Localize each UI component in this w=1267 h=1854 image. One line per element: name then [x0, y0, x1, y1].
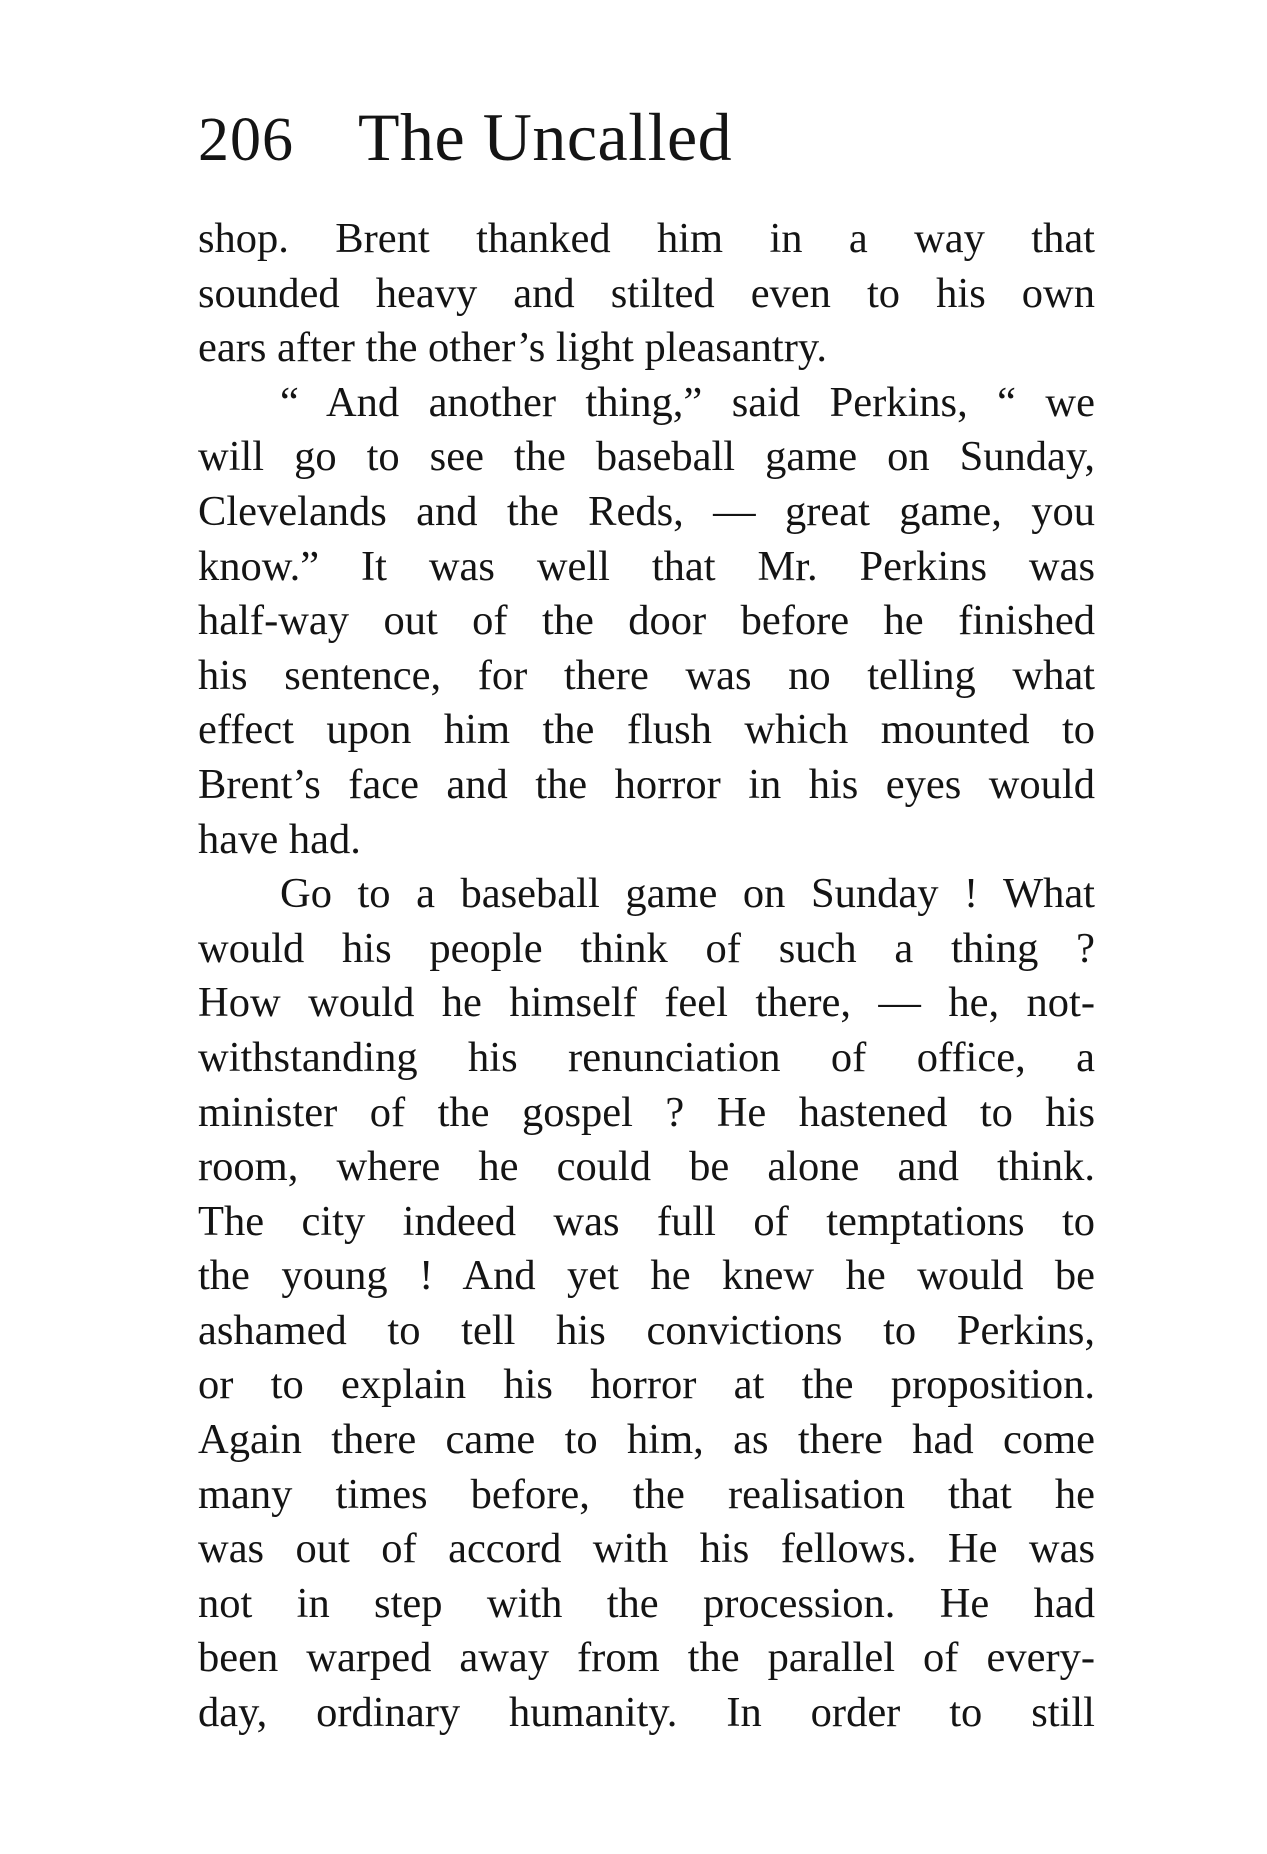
text-line: How would he himself feel there, — he, not-	[198, 979, 1095, 1027]
text-line: “ And another thing,” said Perkins, “ we	[280, 378, 1095, 426]
text-line: his sentence, for there was no telling what	[198, 651, 1095, 699]
text-line: many times before, the realisation that he	[198, 1470, 1095, 1518]
text-line: Go to a baseball game on Sunday ! What	[280, 870, 1095, 918]
text-line: was out of accord with his fellows. He was	[198, 1525, 1095, 1573]
text-line: The city indeed was full of temptations to	[198, 1197, 1095, 1245]
text-line: half-way out of the door before he finished	[198, 597, 1095, 645]
text-line: day, ordinary humanity. In order to still	[198, 1689, 1095, 1737]
page-number: 206	[198, 106, 294, 174]
text-line: Clevelands and the Reds, — great game, you	[198, 487, 1095, 535]
text-line: been warped away from the parallel of every-	[198, 1634, 1095, 1682]
text-line: room, where he could be alone and think.	[198, 1143, 1095, 1191]
body-text	[198, 212, 1095, 1741]
text-line: effect upon him the flush which mounted to	[198, 706, 1095, 754]
text-line: minister of the gospel ? He hastened to his	[198, 1088, 1095, 1136]
text-line: Again there came to him, as there had come	[198, 1416, 1095, 1464]
text-line: sounded heavy and stilted even to his own	[198, 269, 1095, 317]
text-line: or to explain his horror at the proposition.	[198, 1361, 1095, 1409]
text-line: ears after the other’s light pleasantry.	[198, 324, 827, 372]
text-line: know.” It was well that Mr. Perkins was	[198, 542, 1095, 590]
page-header	[198, 98, 732, 178]
text-line: withstanding his renunciation of office, a	[198, 1033, 1095, 1081]
text-line: Brent’s face and the horror in his eyes would	[198, 760, 1095, 808]
text-line: not in step with the procession. He had	[198, 1579, 1095, 1627]
text-line: ashamed to tell his convictions to Perkins,	[198, 1306, 1095, 1354]
text-line: have had.	[198, 815, 361, 863]
text-line: will go to see the baseball game on Sunday,	[198, 433, 1095, 481]
running-title: The Uncalled	[358, 99, 733, 175]
text-line: shop. Brent thanked him in a way that	[198, 215, 1095, 262]
text-line: would his people think of such a thing ?	[198, 924, 1095, 972]
text-line: the young ! And yet he knew he would be	[198, 1252, 1095, 1300]
